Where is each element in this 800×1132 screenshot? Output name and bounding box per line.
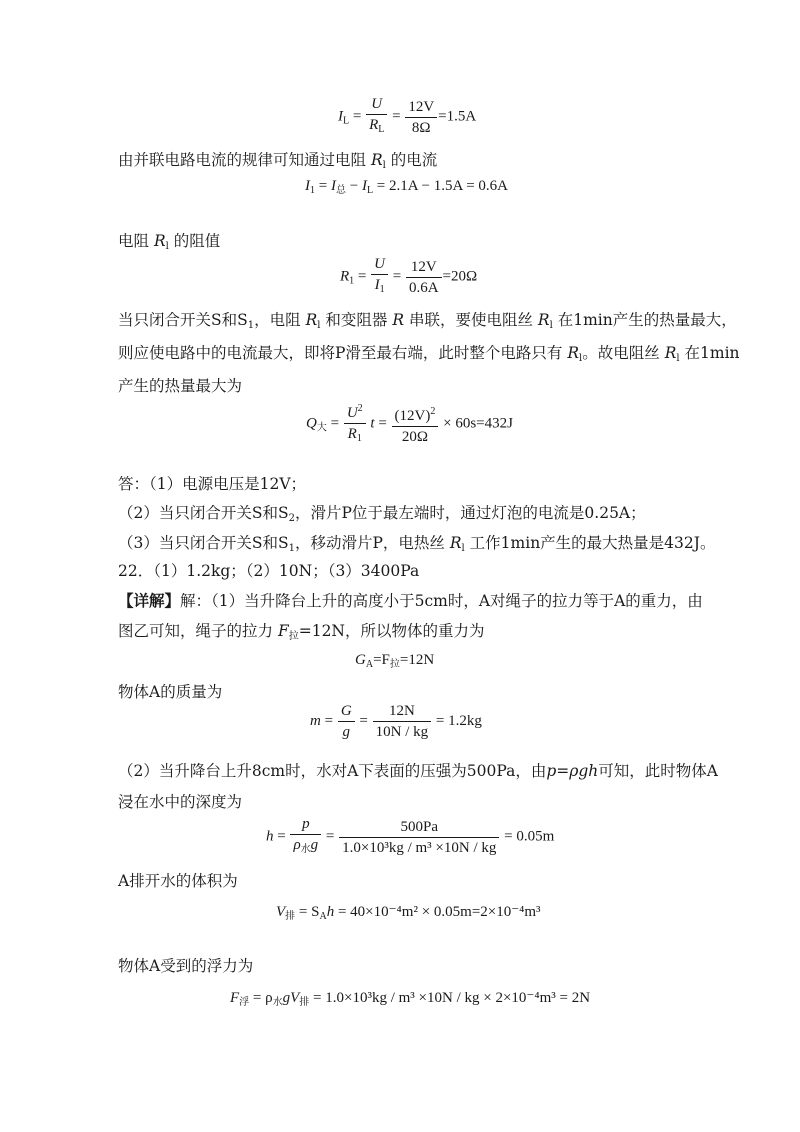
subscript: l: [461, 543, 465, 554]
symbol-i: I: [361, 178, 367, 194]
text: ，电阻: [254, 311, 301, 329]
text: =F: [373, 652, 390, 668]
numerator: U: [371, 96, 383, 112]
symbol-h: h: [326, 904, 335, 920]
fraction: [338, 702, 355, 741]
symbol-r: R: [153, 232, 166, 250]
numerator: (12V): [394, 407, 431, 424]
subscript: 拉: [288, 631, 299, 642]
equation-buoyancy: [230, 988, 590, 1008]
answer-line-1: [118, 474, 306, 494]
text-line: [118, 621, 485, 647]
denominator: 20Ω: [392, 426, 439, 446]
equation-result: = 1.2kg: [435, 712, 482, 729]
subscript: L: [366, 185, 374, 196]
text: （3）当只闭合开关S和S: [118, 534, 289, 552]
subscript: 1: [349, 275, 355, 287]
subscript: 拉: [389, 659, 400, 670]
symbol-i: I: [338, 108, 343, 125]
text: 电阻: [118, 232, 150, 250]
symbol-r: R: [340, 268, 350, 285]
symbol-g: G: [355, 652, 366, 668]
subscript: l: [579, 353, 583, 364]
subscript: l: [317, 320, 321, 331]
subscript: l: [382, 160, 386, 171]
text-line: [118, 231, 220, 257]
text: 答：（1）电源电压是12V；: [118, 475, 307, 493]
text: 。故电阻丝: [582, 344, 660, 362]
answer-line-2: [118, 503, 646, 529]
denominator: R: [369, 117, 379, 133]
symbol-r: R: [392, 311, 405, 329]
subscript: L: [343, 115, 350, 127]
equation-weight: [355, 652, 434, 670]
subscript: 总: [335, 185, 346, 196]
subscript: 排: [299, 997, 310, 1008]
symbol-r: R: [370, 151, 383, 169]
symbol-i: I: [305, 178, 310, 194]
formula-inline: p=ρgh: [546, 762, 599, 780]
text: 和变阻器: [325, 311, 388, 329]
detail-label: 【详解】: [118, 591, 181, 610]
subscript: 浮: [239, 997, 250, 1008]
equation-result: =12N: [399, 652, 435, 668]
numerator: G: [340, 703, 352, 719]
equation-depth: h = $\frac{p}{\rho_水g}$ = $\frac{500Pa}{\text{1.0×10³kg / m³ ×10N / kg}}$ = 0.05m: [266, 815, 554, 859]
subscript: 1: [310, 185, 315, 196]
text-line: [118, 150, 437, 176]
fraction: [392, 403, 439, 446]
equation-result: = 0.05m: [504, 828, 555, 845]
text: 产生的热量最大为: [118, 377, 243, 395]
text: 解：（1）当升降台上升的高度小于5cm时，A对绳子的拉力等于A的重力，由: [180, 592, 703, 610]
text: ，移动滑片P，电热丝: [294, 534, 445, 552]
text: 串联，要使电阻丝: [408, 311, 533, 329]
text: 物体A的质量为: [118, 683, 223, 701]
text-line: [118, 871, 238, 891]
text: 的电流: [390, 151, 438, 169]
equation-mass: m = $\frac{G}{g}$ = $\frac{12N}{10N / kg}$ = 1.2kg: [310, 703, 482, 740]
symbol-m: m: [310, 712, 321, 729]
symbol-t: t: [370, 415, 375, 432]
numerator: U: [374, 256, 385, 272]
subscript: l: [549, 320, 553, 331]
symbol-f: F: [230, 990, 240, 1006]
equation-lamp-current: $I_L$ = $\frac{U}{R_L}$ = $\frac{12V}{8\Omega}$ =1.5A: [338, 95, 476, 139]
text: 由并联电路电流的规律可知通过电阻: [118, 151, 367, 169]
symbol-r: R: [567, 344, 580, 362]
text: 则应使电路中的电流最大，即将P滑至最右端，此时整个电路只有: [118, 344, 563, 362]
question-22-answers: [118, 561, 419, 581]
equation-result: =1.5A: [438, 108, 477, 125]
denominator: ρ: [293, 837, 301, 853]
text: 可知，此时物体A: [598, 762, 718, 780]
subscript: 排: [285, 911, 296, 922]
symbol-gv: gV: [282, 990, 300, 1006]
text-line: [118, 792, 242, 812]
numerator: 12V: [410, 258, 437, 275]
subscript: l: [165, 241, 169, 252]
symbol-q: Q: [306, 415, 317, 432]
denominator: I: [374, 277, 380, 293]
text-line: [118, 343, 740, 369]
fraction: [290, 815, 321, 859]
fraction: [373, 702, 432, 741]
text-line: [118, 310, 737, 336]
denominator: g: [342, 724, 350, 740]
equation-result: =20Ω: [442, 268, 478, 285]
subscript: A: [319, 911, 327, 922]
text: （2）当升降台上升8cm时，水对A下表面的压强为500Pa，由: [118, 762, 547, 780]
numerator: p: [302, 816, 310, 832]
subscript: A: [365, 659, 374, 670]
fraction: [405, 98, 437, 137]
denominator: R: [347, 426, 357, 442]
equation-result: × 60s=432J: [443, 415, 513, 432]
text: 在1min产生的热量最大，: [557, 311, 737, 329]
text: = ρ: [252, 990, 273, 1006]
numerator: 12V: [408, 98, 435, 115]
subscript: 大: [316, 422, 327, 434]
subscript: 1: [247, 320, 255, 331]
text: 在1min: [684, 344, 740, 362]
equation-resistance: $R_1$ = $\frac{U}{I_1}$ = $\frac{12V}{0.6A}$ =20Ω: [340, 255, 477, 299]
equation-resistor-current: $I_1 = I_总 - I_L = 2.1A - 1.5A = 0.6A$: [305, 178, 509, 196]
text: （2）当只闭合开关S和S: [118, 504, 289, 522]
equation-result: = 1.0×10³kg / m³ ×10N / kg × 2×10⁻⁴m³ = 2N: [313, 990, 591, 1006]
denominator: 0.6A: [406, 277, 442, 297]
denominator: 8Ω: [405, 117, 437, 137]
subscript: 水: [300, 844, 311, 855]
subscript: 水: [272, 997, 283, 1008]
denominator: 1.0×10³kg / m³ ×10N / kg: [339, 837, 499, 857]
symbol-r: R: [537, 311, 550, 329]
fraction: [371, 255, 388, 299]
subscript: 1: [288, 543, 295, 554]
superscript: 2: [430, 405, 436, 417]
symbol-h: h: [266, 828, 274, 845]
text: A排开水的体积为: [118, 872, 238, 890]
numerator: 12N: [388, 703, 415, 719]
subscript: 2: [288, 513, 295, 524]
equation-heat: $Q_大$ = $\frac{U^2}{R_1}$ t = $\frac{(12V)^2}{20\Omega}$ × 60s=432J: [306, 400, 513, 448]
text: ，滑片P位于最左端时，通过灯泡的电流是0.25A；: [294, 504, 646, 522]
equation-result: = 2.1A − 1.5A = 0.6A: [376, 178, 509, 194]
text-line: [118, 682, 222, 702]
equation-displaced-volume: [276, 902, 541, 922]
text: 图乙可知，绳子的拉力: [118, 622, 274, 640]
symbol-r: R: [664, 344, 677, 362]
symbol-r: R: [305, 311, 318, 329]
text: =12N，所以物体的重力为: [298, 622, 485, 640]
text: 的阻值: [173, 232, 221, 250]
symbol-f: F: [277, 622, 289, 640]
superscript: 2: [357, 403, 363, 414]
subscript: L: [378, 124, 385, 135]
subscript: 1: [379, 284, 385, 295]
text: 工作1min产生的最大热量是432J。: [469, 534, 716, 552]
symbol-r: R: [449, 534, 462, 552]
numerator: 500Pa: [400, 818, 439, 835]
text-line: [118, 761, 718, 781]
detail-heading: [118, 591, 703, 611]
text-line: [118, 376, 242, 396]
numerator: U: [346, 405, 358, 421]
symbol-g: g: [310, 837, 319, 853]
denominator: 10N / kg: [373, 721, 432, 741]
symbol-i: I: [330, 178, 336, 194]
text: = S: [298, 904, 320, 920]
text: 物体A受到的浮力为: [118, 957, 254, 975]
fraction: [344, 400, 366, 448]
fraction: [339, 818, 499, 857]
text: 当只闭合开关S和S: [118, 311, 248, 329]
fraction: [366, 95, 387, 139]
equation-result: = 40×10⁻⁴m² × 0.05m=2×10⁻⁴m³: [337, 904, 541, 920]
text: 浸在水中的深度为: [118, 793, 243, 811]
answer-line-3: [118, 533, 715, 559]
subscript: 1: [356, 433, 362, 444]
symbol-v: V: [276, 904, 286, 920]
text: 22．（1）1.2kg；（2）10N；（3）3400Pa: [118, 562, 420, 580]
fraction: [406, 258, 442, 297]
text-line: [118, 956, 253, 976]
subscript: l: [676, 353, 680, 364]
